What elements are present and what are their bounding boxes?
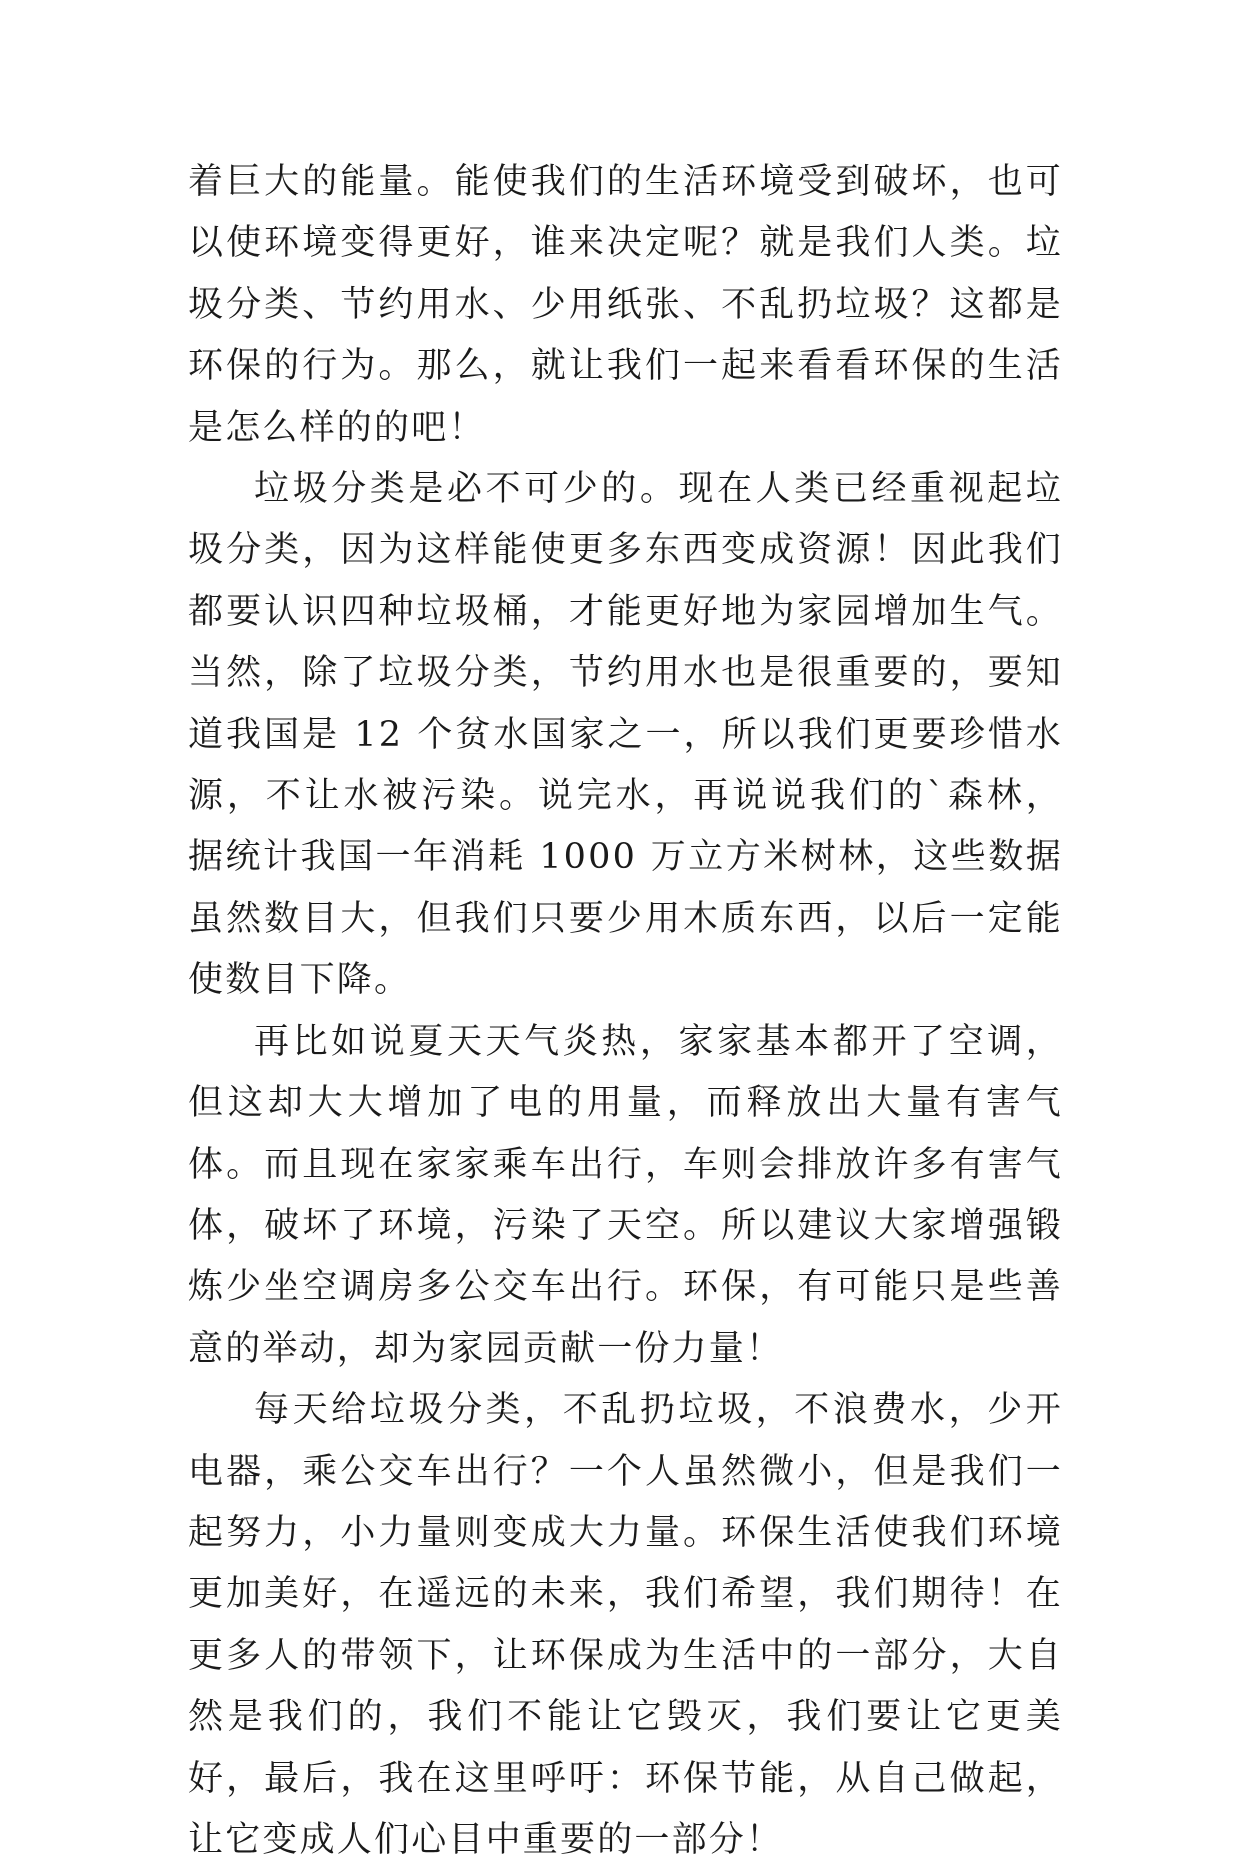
paragraph-waste-sorting: 垃圾分类是必不可少的。现在人类已经重视起垃圾分类，因为这样能使更多东西变成资源！因此我们都要认识四种垃圾桶，才能更好地为家园增加生气。当然，除了垃圾分类，节约用水也是很重要的，要知道我国是 12 个贫水国家之一，所以我们更要珍惜水源，不让水被污染。说完水，再说说我们的`森林，据统计我国一年消耗 1000 万立方米树林，这些数据虽然数目大，但我们只要少用木质东西，以后一定能使数目下降。 [188, 469, 1063, 1001]
paragraph-conclusion: 每天给垃圾分类，不乱扔垃圾，不浪费水，少开电器，乘公交车出行？一个人虽然微小，但是我们一起努力，小力量则变成大力量。环保生活使我们环境更加美好，在遥远的未来，我们希望，我们期待！在更多人的带领下，让环保成为生活中的一部分，大自然是我们的，我们不能让它毁灭，我们要让它更美好，最后，我在这里呼吁：环保节能，从自己做起，让它变成人们心目中重要的一部分！ [188, 1390, 1063, 1860]
paragraph-air-conditioning: 再比如说夏天天气炎热，家家基本都开了空调，但这却大大增加了电的用量，而释放出大量有害气体。而且现在家家乘车出行，车则会排放许多有害气体，破坏了环境，污染了天空。所以建议大家增强锻炼少坐空调房多公交车出行。环保，有可能只是些善意的举动，却为家园贡献一份力量！ [188, 1021, 1063, 1369]
essay-body [188, 152, 1063, 1871]
paragraph-continuation: 着巨大的能量。能使我们的生活环境受到破坏，也可以使环境变得更好，谁来决定呢？就是我们人类。垃圾分类、节约用水、少用纸张、不乱扔垃圾？这都是环保的行为。那么，就让我们一起来看看环保的生活是怎么样的的吧！ [188, 162, 1063, 448]
